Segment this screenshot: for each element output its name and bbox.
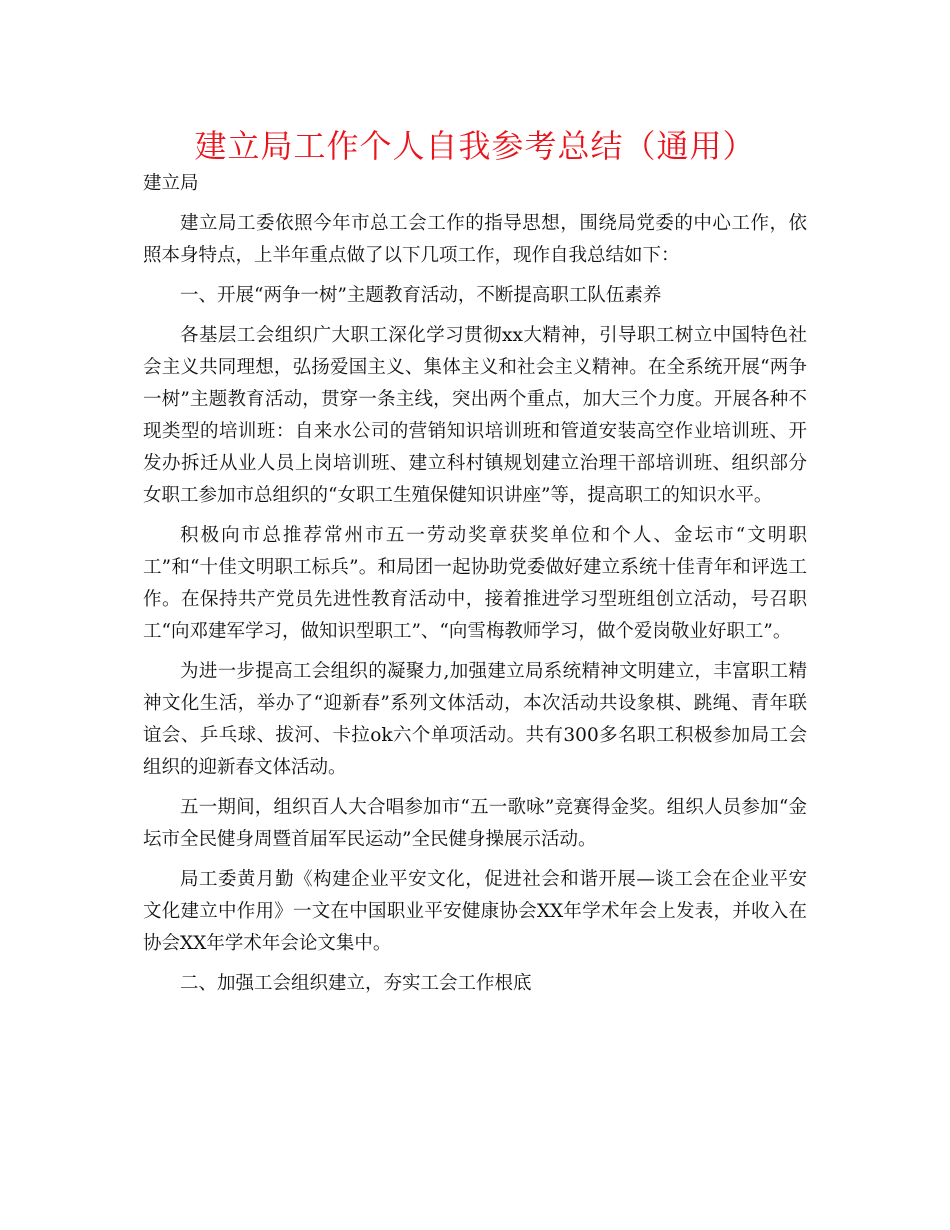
section-heading-1: 一、开展“两争一树”主题教育活动，不断提高职工队伍素养: [180, 285, 662, 306]
body-paragraph: 五一期间，组织百人大合唱参加市“五一歌咏”竞赛得金奖。组织人员参加“金坛市全民健身周暨首届军民运动”全民健身操展示活动。: [143, 797, 807, 850]
document-body: [143, 168, 807, 1000]
section-heading-2: 二、加强工会组织建立，夯实工会工作根底: [180, 973, 532, 994]
document-title: 建立局工作个人自我参考总结（通用）: [194, 127, 756, 165]
body-paragraph: 积极向市总推荐常州市五一劳动奖章获奖单位和个人、金坛市“文明职工”和“十佳文明职工标兵”。和局团一起协助党委做好建立系统十佳青年和评选工作。在保持共产党员先进性教育活动中，接着推进学习型班组创立活动，号召职工“向邓建军学习，做知识型职工”、“向雪梅教师学习，做个爱岗敬业好职工”。: [143, 525, 807, 642]
body-paragraph: 为进一步提高工会组织的凝聚力,加强建立局系统精神文明建立，丰富职工精神文化生活，举办了“迎新春”系列文体活动，本次活动共设象棋、跳绳、青年联谊会、乒乓球、拔河、卡拉ok六个单项活动。共有300多名职工积极参加局工会组织的迎新春文体活动。: [143, 661, 807, 778]
author-line: 建立局: [143, 173, 199, 194]
intro-paragraph: 建立局工委依照今年市总工会工作的指导思想，围绕局党委的中心工作，依照本身特点，上半年重点做了以下几项工作，现作自我总结如下：: [143, 213, 807, 266]
body-paragraph: 各基层工会组织广大职工深化学习贯彻xx大精神，引导职工树立中国特色社会主义共同理想，弘扬爱国主义、集体主义和社会主义精神。在全系统开展“两争一树”主题教育活动，贯穿一条主线，突出两个重点，加大三个力度。开展各种不现类型的培训班：自来水公司的营销知识培训班和管道安装高空作业培训班、开发办拆迁从业人员上岗培训班、建立科村镇规划建立治理干部培训班、组织部分女职工参加市总组织的“女职工生殖保健知识讲座”等，提高职工的知识水平。: [143, 325, 807, 506]
body-paragraph: 局工委黄月勤《构建企业平安文化，促进社会和谐开展—谈工会在企业平安文化建立中作用》一文在中国职业平安健康协会XX年学术年会上发表，并收入在协会XX年学术年会论文集中。: [143, 869, 807, 954]
